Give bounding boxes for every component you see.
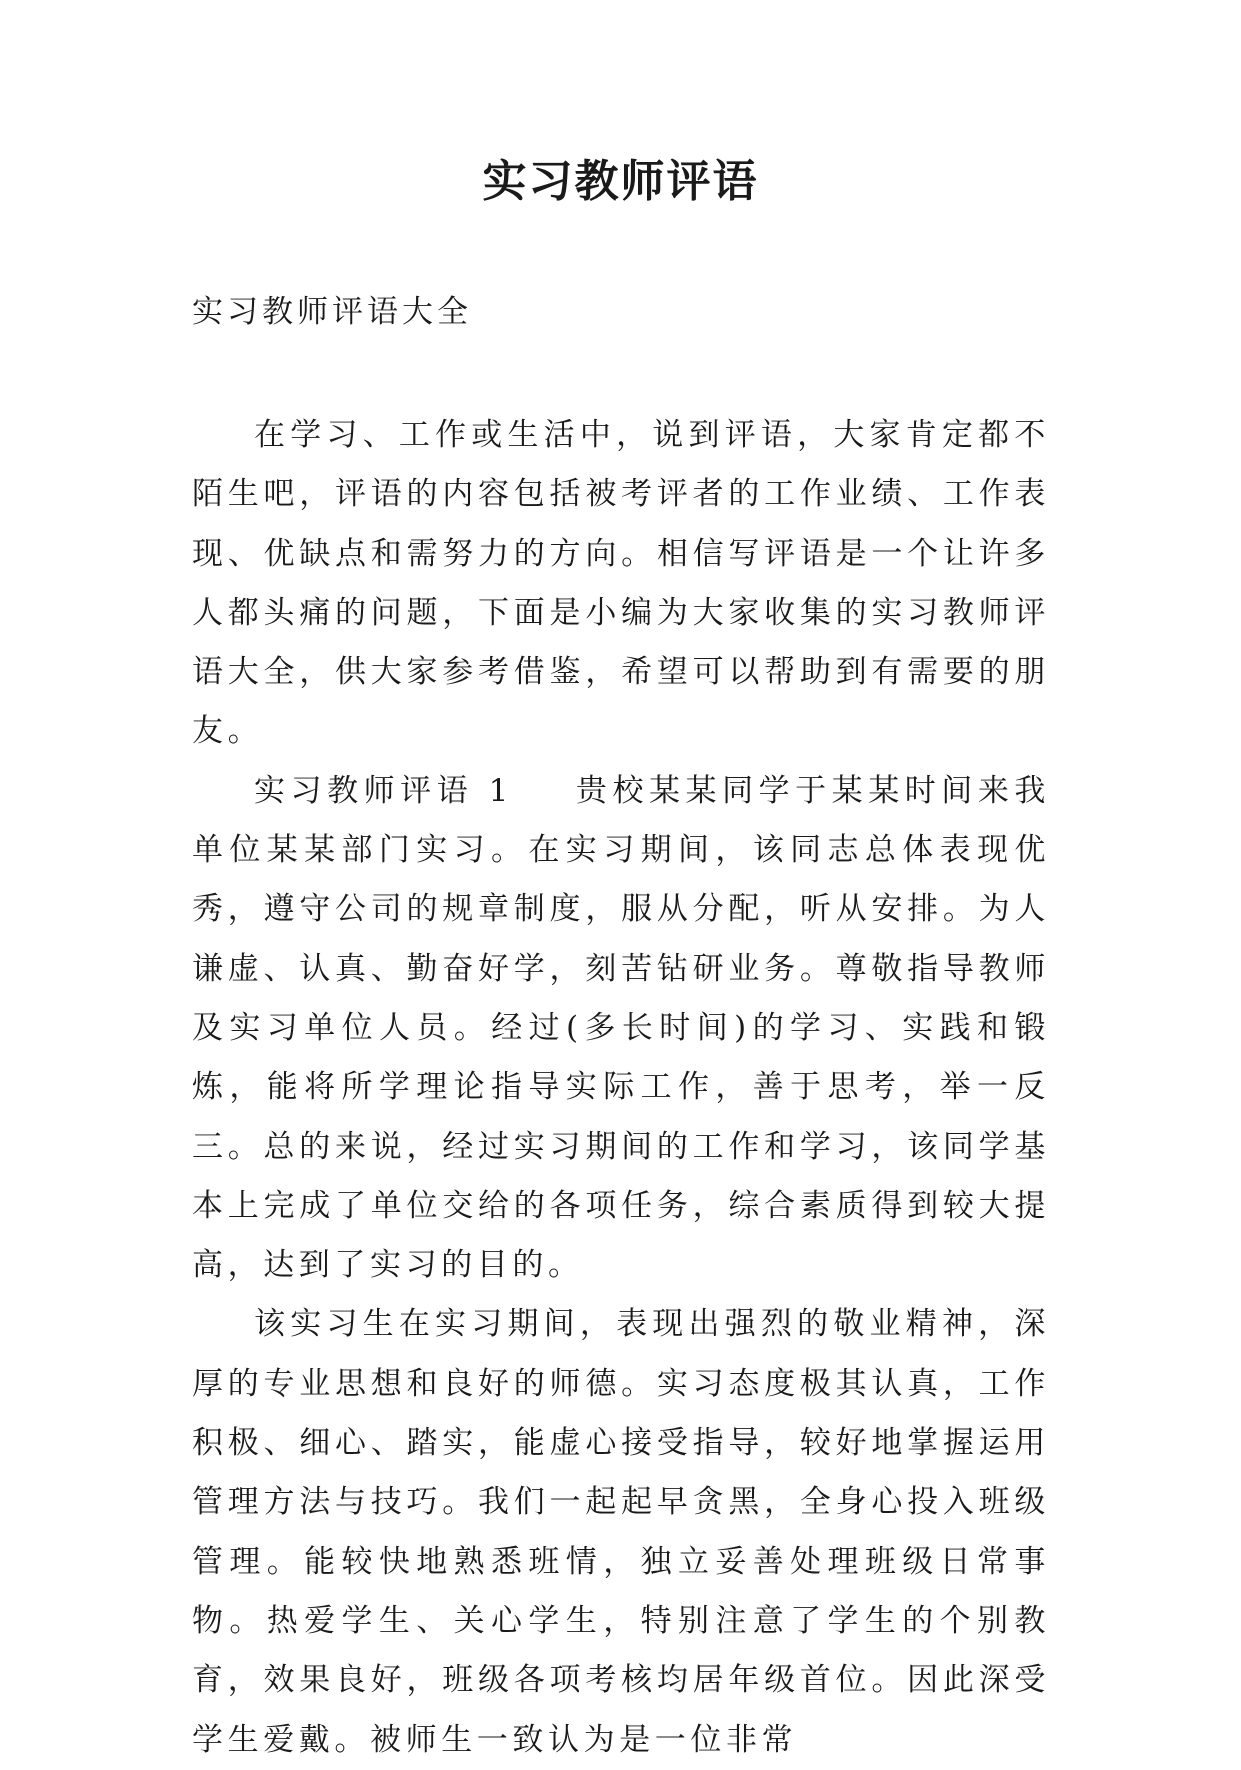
- comment-paragraph-1-text: 贵校某某同学于某某时间来我单位某某部门实习。在实习期间，该同志总体表现优秀，遵守公司的规章制度，服从分配，听从安排。为人谦虚、认真、勤奋好学，刻苦钻研业务。尊敬指导教师及实习单位人员。经过(多长时间)的学习、实践和锻炼，能将所学理论指导实际工作，善于思考，举一反三。总的来说，经过实习期间的工作和学习，该同学基本上完成了单位交给的各项任务，综合素质得到较大提高，达到了实习的目的。: [192, 772, 1050, 1284]
- comment-heading: 实习教师评语 1: [254, 772, 513, 809]
- comment-paragraph-2: [192, 1295, 1050, 1769]
- document-body: [192, 406, 1050, 1770]
- document-subtitle: 实习教师评语大全: [192, 294, 472, 330]
- document-title: 实习教师评语: [482, 156, 759, 207]
- intro-paragraph-text: 在学习、工作或生活中，说到评语，大家肯定都不陌生吧，评语的内容包括被考评者的工作业绩、工作表现、优缺点和需努力的方向。相信写评语是一个让许多人都头痛的问题，下面是小编为大家收集的实习教师评语大全，供大家参考借鉴，希望可以帮助到有需要的朋友。: [192, 417, 1050, 750]
- comment-paragraph-1: [192, 762, 1050, 1296]
- intro-paragraph: [192, 406, 1050, 762]
- comment-paragraph-2-text: 该实习生在实习期间，表现出强烈的敬业精神，深厚的专业思想和良好的师德。实习态度极其认真，工作积极、细心、踏实，能虚心接受指导，较好地掌握运用管理方法与技巧。我们一起起早贪黑，全身心投入班级管理。能较快地熟悉班情，独立妥善处理班级日常事物。热爱学生、关心学生，特别注意了学生的个别教育，效果良好，班级各项考核均居年级首位。因此深受学生爱戴。被师生一致认为是一位非常: [192, 1306, 1050, 1758]
